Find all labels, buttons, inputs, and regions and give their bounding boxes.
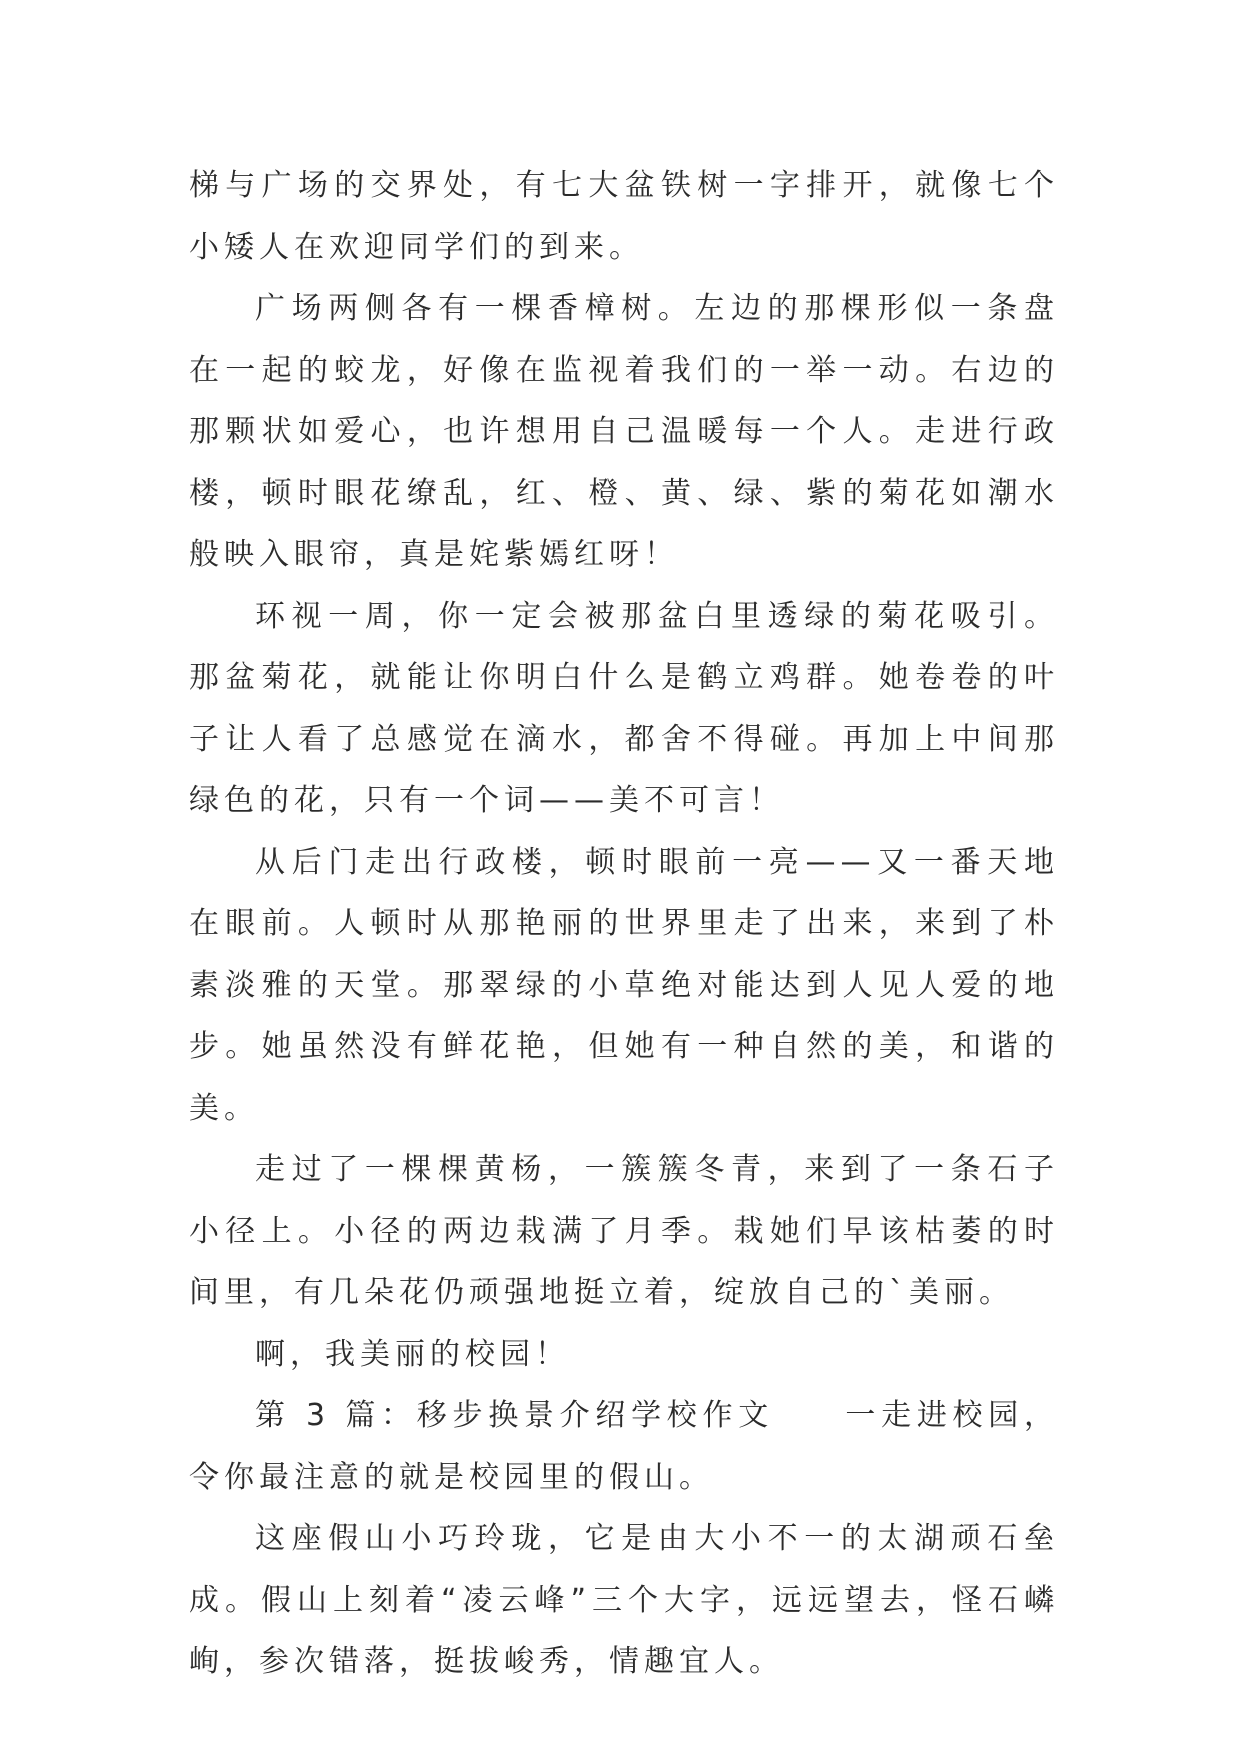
paragraph-7-heading: 第 3 篇：移步换景介绍学校作文 一走进校园，令你最注意的就是校园里的假山。 — [189, 1398, 1059, 1495]
paragraph-8: 这座假山小巧玲珑，它是由大小不一的太湖顽石垒成。假山上刻着“凌云峰”三个大字，远远望去，怪石嶙峋，参次错落，挺拔峻秀，情趣宜人。 — [189, 1521, 1059, 1679]
paragraph-4: 从后门走出行政楼，顿时眼前一亮——又一番天地在眼前。人顿时从那艳丽的世界里走了出来，来到了朴素淡雅的天堂。那翠绿的小草绝对能达到人见人爱的地步。她虽然没有鲜花艳，但她有一种自然的美，和谐的美。 — [189, 844, 1059, 1126]
paragraph-5: 走过了一棵棵黄杨，一簇簇冬青，来到了一条石子小径上。小径的两边栽满了月季。栽她们早该枯萎的时间里，有几朵花仍顽强地挺立着，绽放自己的`美丽。 — [189, 1152, 1059, 1310]
paragraph-2: 广场两侧各有一棵香樟树。左边的那棵形似一条盘在一起的蛟龙，好像在监视着我们的一举一动。右边的那颗状如爱心，也许想用自己温暖每一个人。走进行政楼，顿时眼花缭乱，红、橙、黄、绿、紫的菊花如潮水般映入眼帘，真是姹紫嫣红呀！ — [189, 291, 1059, 572]
paragraph-1: 梯与广场的交界处，有七大盆铁树一字排开，就像七个小矮人在欢迎同学们的到来。 — [189, 168, 1059, 265]
paragraph-3: 环视一周，你一定会被那盆白里透绿的菊花吸引。那盆菊花，就能让你明白什么是鹤立鸡群。她卷卷的叶子让人看了总感觉在滴水，都舍不得碰。再加上中间那绿色的花，只有一个词——美不可言！ — [189, 598, 1059, 818]
document-body — [189, 155, 1059, 1693]
paragraph-6: 啊，我美丽的校园！ — [255, 1336, 570, 1372]
